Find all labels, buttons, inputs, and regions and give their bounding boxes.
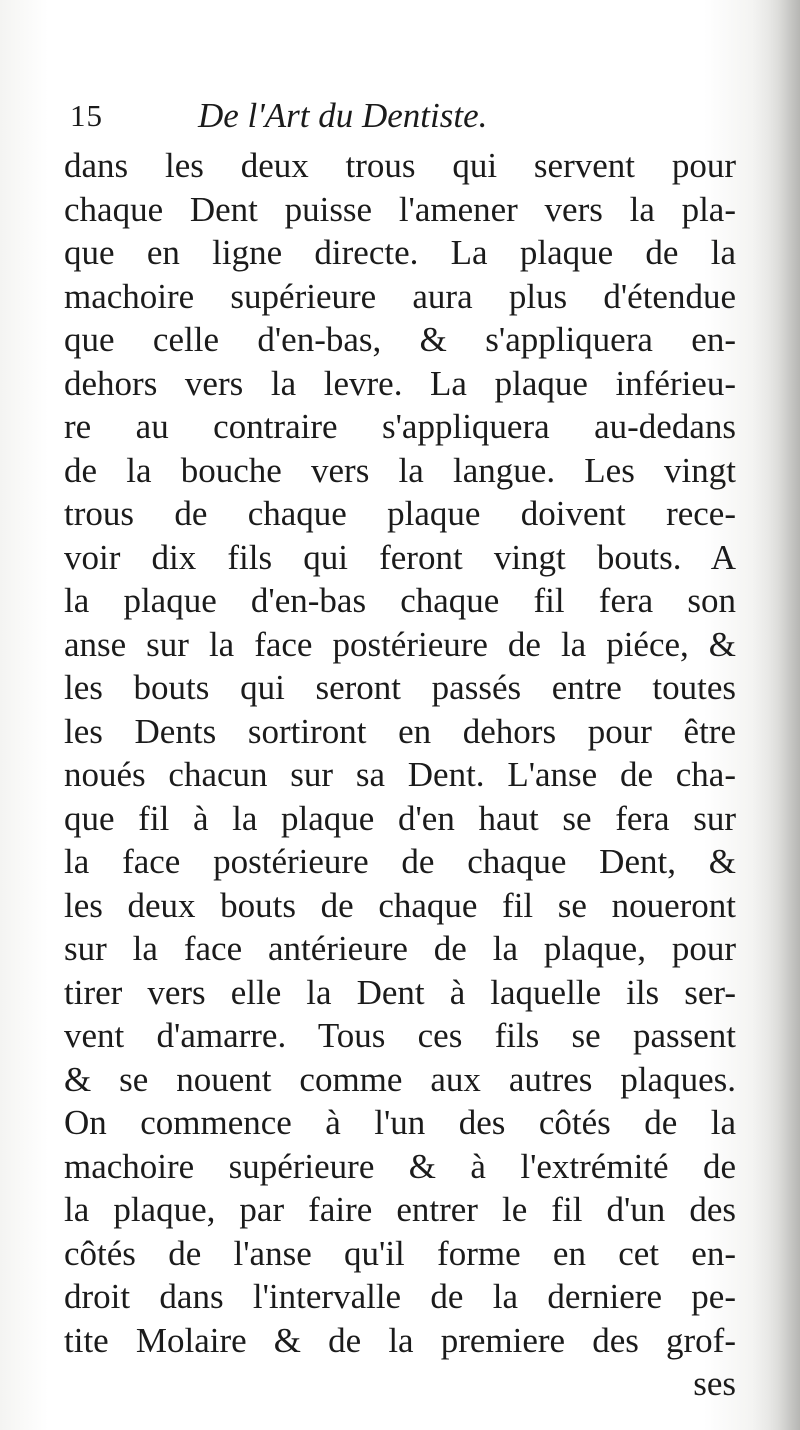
text-line: que en ligne directe. La plaque de la <box>64 233 736 272</box>
text-line: les deux bouts de chaque fil se noueront <box>64 885 736 925</box>
text-line: côtés de l'anse qu'il forme en cet en- <box>64 1233 736 1273</box>
text-line: On commence à l'un des côtés de la <box>64 1103 736 1142</box>
text-line: que celle d'en-bas, & s'appliquera en- <box>64 320 736 359</box>
text-line: trous de chaque plaque doivent rece- <box>64 494 736 533</box>
text-line: vent d'amarre. Tous ces fils se passent <box>64 1016 736 1055</box>
text-line: de la bouche vers la langue. Les vingt <box>64 450 736 490</box>
page-number: 15 <box>70 98 103 133</box>
text-line: voir dix fils qui feront vingt bouts. A <box>64 537 736 577</box>
text-line: la face postérieure de chaque Dent, & <box>64 842 736 881</box>
text-line: anse sur la face postérieure de la piéce, & <box>64 624 736 664</box>
running-head <box>70 92 750 140</box>
text-line: re au contraire s'appliquera au-dedans <box>64 407 736 446</box>
text-line: chaque Dent puisse l'amener vers la pla- <box>64 189 736 229</box>
page-edge-shadow <box>752 0 800 1430</box>
text-line: sur la face antérieure de la plaque, pour <box>64 929 736 968</box>
text-line: les Dents sortiront en dehors pour être <box>64 711 736 751</box>
text-line: tirer vers elle la Dent à laquelle ils ser- <box>64 972 736 1012</box>
text-line: la plaque d'en-bas chaque fil fera son <box>64 581 736 620</box>
text-line: & se nouent comme aux autres plaques. <box>64 1059 736 1099</box>
text-line: dehors vers la levre. La plaque inférieu- <box>64 363 736 403</box>
text-line: droit dans l'intervalle de la derniere pe- <box>64 1277 736 1316</box>
text-line: que fil à la plaque d'en haut se fera sur <box>64 798 736 838</box>
text-line: les bouts qui seront passés entre toutes <box>64 668 736 707</box>
text-line: machoire supérieure & à l'extrémité de <box>64 1146 736 1186</box>
text-line: tite Molaire & de la premiere des grof- <box>64 1320 736 1360</box>
text-line: dans les deux trous qui servent pour <box>64 146 736 185</box>
body-text <box>64 144 736 1406</box>
running-title: De l'Art du Dentiste. <box>198 96 488 135</box>
text-line: noués chacun sur sa Dent. L'anse de cha- <box>64 755 736 794</box>
text-line: la plaque, par faire entrer le fil d'un des <box>64 1190 736 1229</box>
text-line: machoire supérieure aura plus d'étendue <box>64 276 736 316</box>
catchword: ses <box>693 1364 736 1403</box>
